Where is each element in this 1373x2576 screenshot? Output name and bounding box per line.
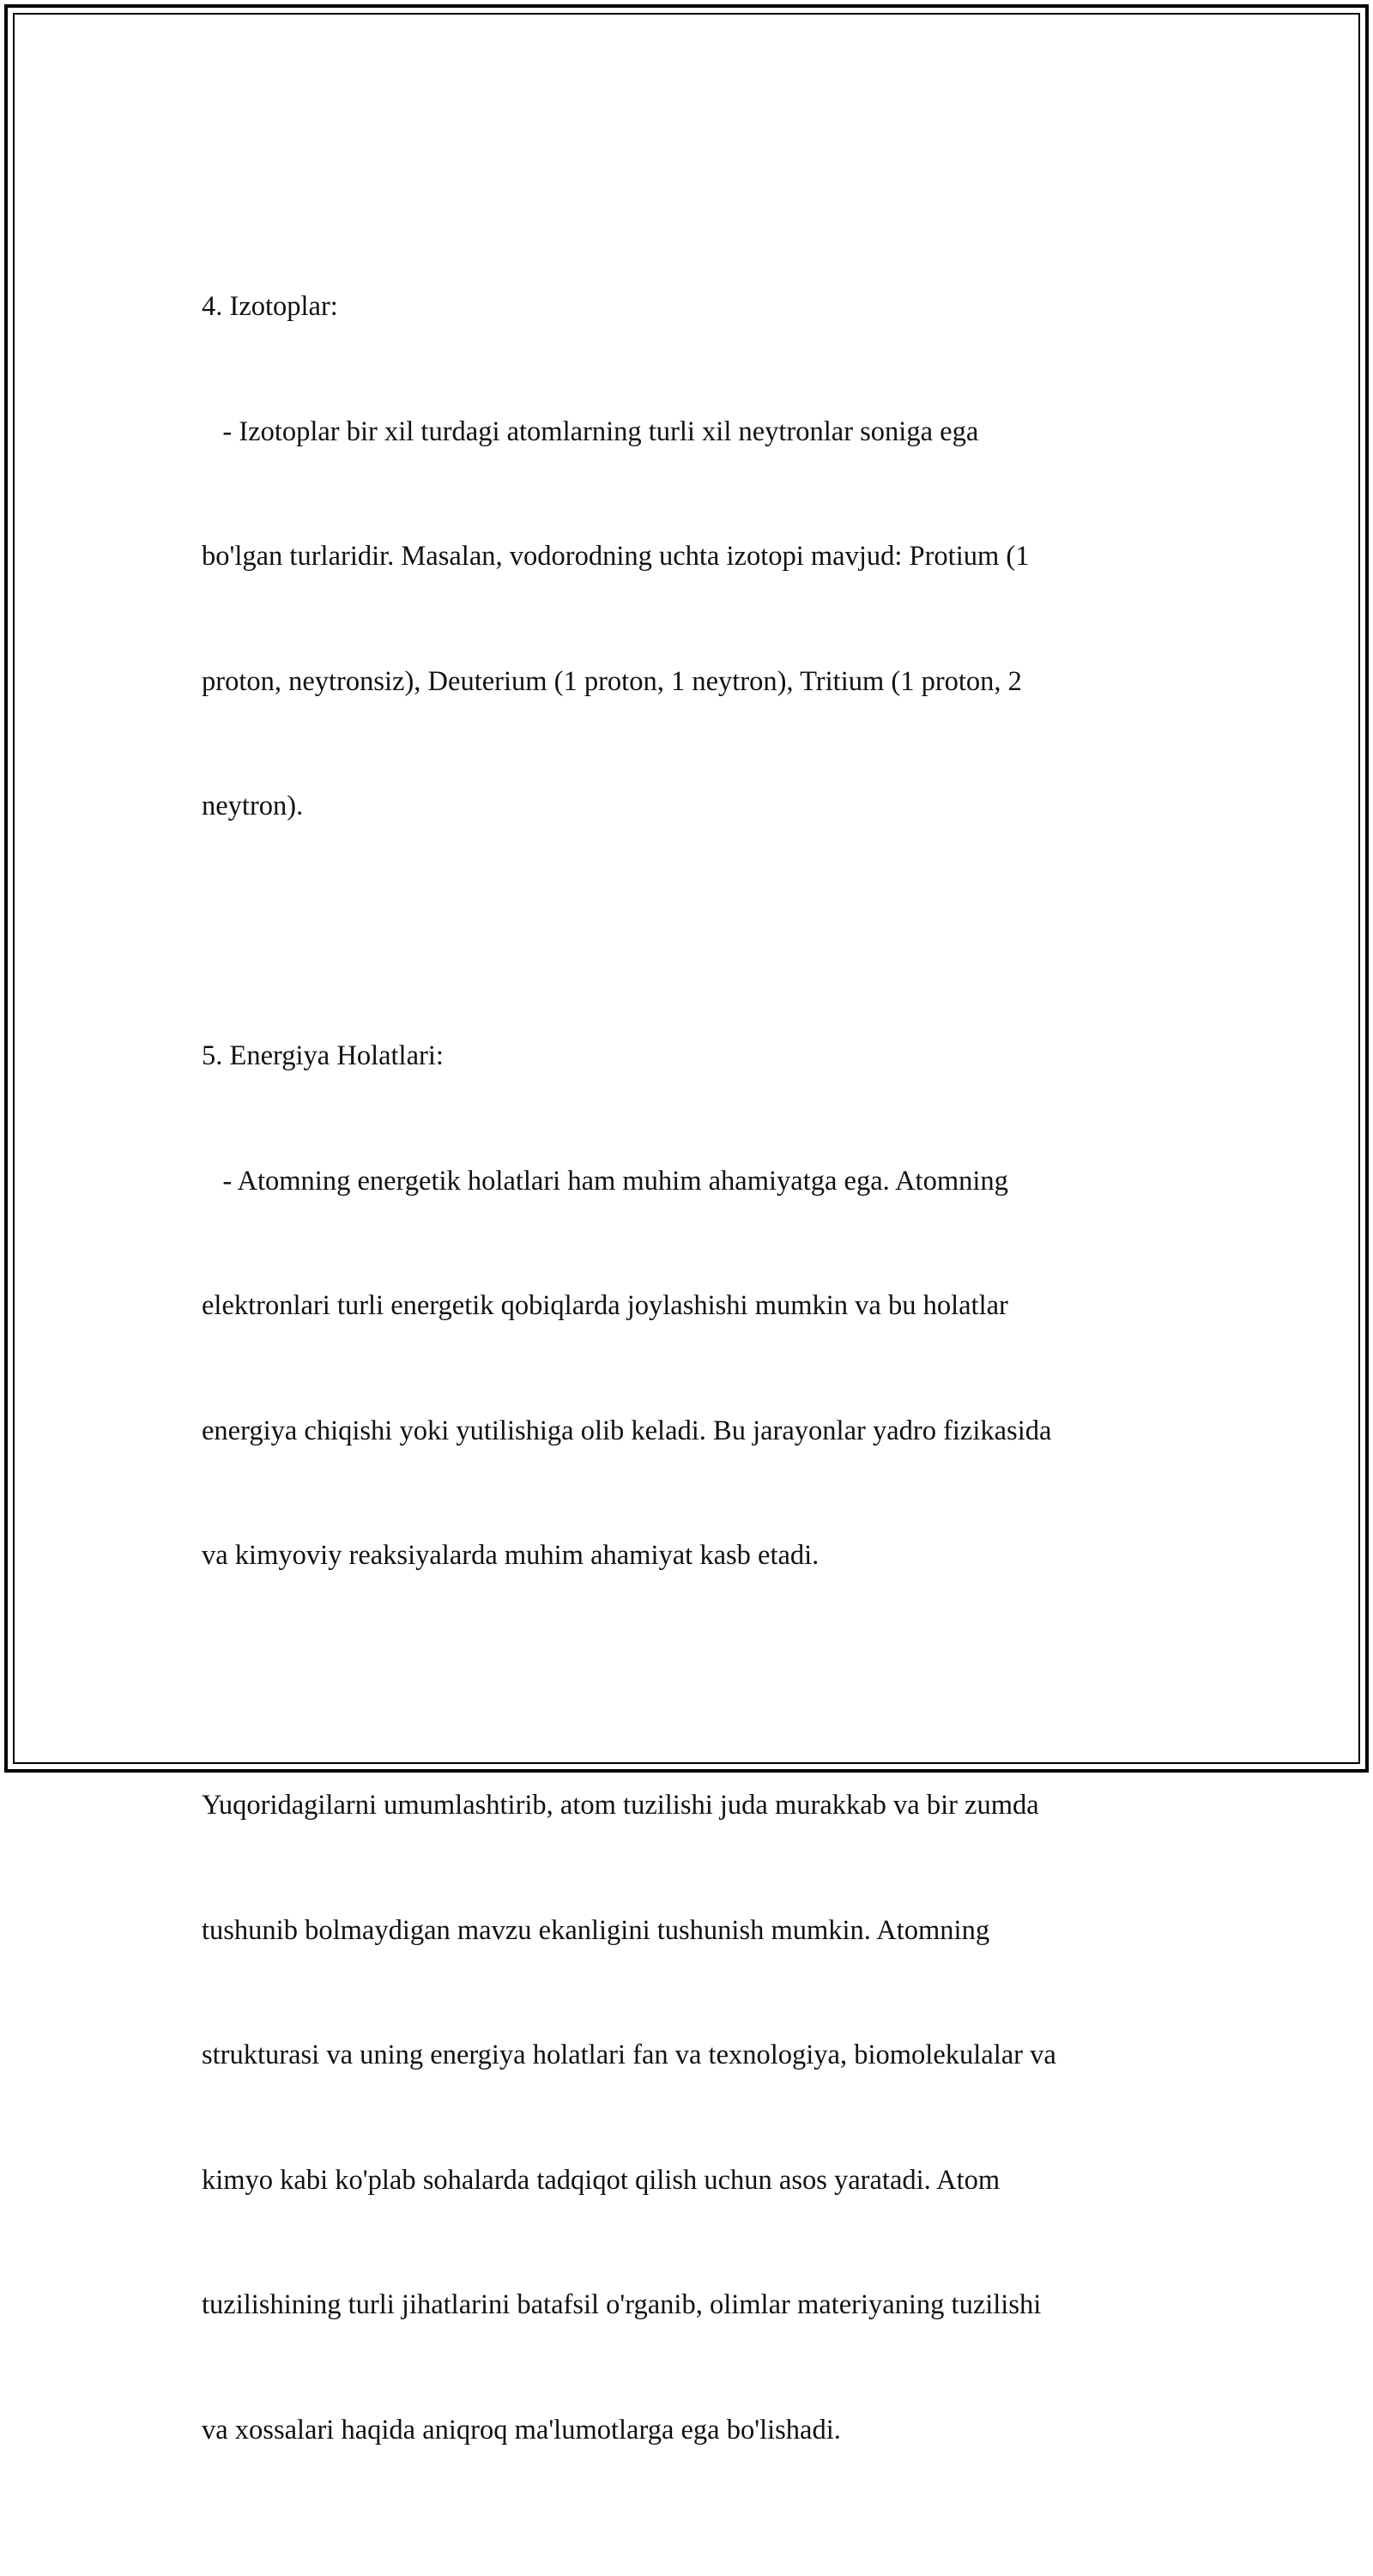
paragraph-line: proton, neytronsiz), Deuterium (1 proton, 1 neytron), Tritium (1 proton, 2 [202, 665, 1022, 697]
summary-paragraph [202, 1701, 1180, 2534]
section-heading: 4. Izotoplar: [202, 291, 338, 322]
paragraph-line: tuzilishining turli jihatlarini batafsil o'rganib, olimlar materiyaning tuzilishi [202, 2289, 1042, 2320]
section-heading: 5. Energiya Holatlari: [202, 1040, 444, 1071]
paragraph-line: elektronlari turli energetik qobiqlarda joylashishi mumkin va bu holatlar [202, 1290, 1008, 1321]
paragraph-line: va kimyoviy reaksiyalarda muhim ahamiyat kasb etadi. [202, 1540, 820, 1571]
paragraph-line: - Atomning energetik holatlari ham muhim ahamiyatga ega. Atomning [202, 1165, 1008, 1197]
paragraph-line: Yuqoridagilarni umumlashtirib, atom tuzilishi juda murakkab va bir zumda [202, 1790, 1039, 1821]
paragraph-line: kimyo kabi ko'plab sohalarda tadqiqot qilish uchun asos yaratadi. Atom [202, 2164, 1001, 2196]
paragraph-line: neytron). [202, 791, 304, 821]
paragraph-line: - Izotoplar bir xil turdagi atomlarning turli xil neytronlar soniga ega [202, 415, 979, 447]
paragraph-line: energiya chiqishi yoki yutilishiga olib keladi. Bu jarayonlar yadro fizikasida [202, 1415, 1052, 1446]
section-izotoplar [202, 203, 1180, 911]
paragraph-line: strukturasi va uning energiya holatlari fan va texnologiya, biomolekulalar va [202, 2040, 1056, 2070]
section-energiya-holatlari [202, 952, 1180, 1660]
paragraph-line: tushunib bolmaydigan mavzu ekanligini tushunish mumkin. Atomning [202, 1914, 990, 1946]
paragraph-line: bo'lgan turlaridir. Masalan, vodorodning uchta izotopi mavjud: Protium (1 [202, 541, 1030, 572]
document-body [202, 203, 1180, 2576]
paragraph-line: va xossalari haqida aniqroq ma'lumotlarga ega bo'lishadi. [202, 2414, 841, 2446]
